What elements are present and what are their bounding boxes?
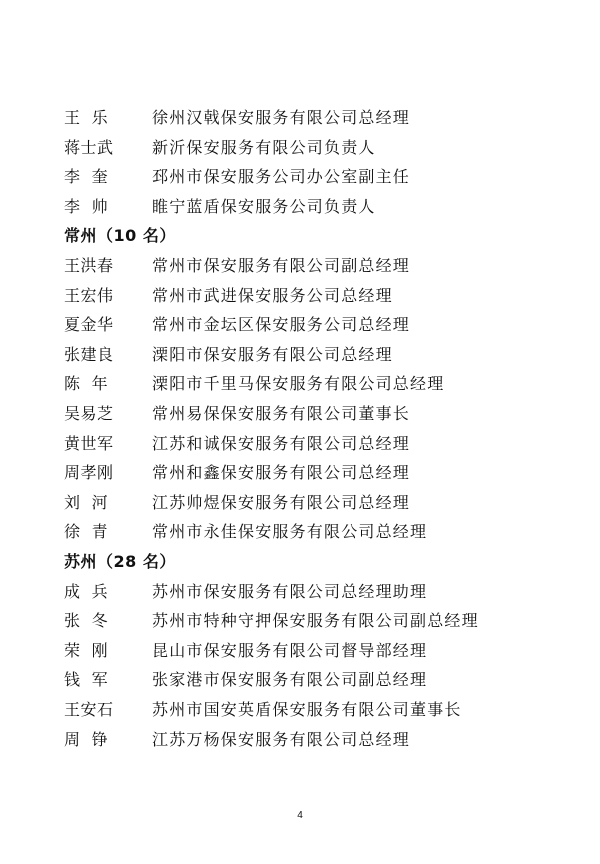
- person-name: 李 奎: [64, 166, 109, 186]
- person-title: 苏州市特种守押保安服务有限公司副总经理: [152, 610, 479, 630]
- person-title: 溧阳市千里马保安服务有限公司总经理: [152, 373, 445, 393]
- person-title: 昆山市保安服务有限公司督导部经理: [152, 640, 428, 660]
- person-name: 张 冬: [64, 610, 109, 630]
- person-name: 张建良: [64, 344, 114, 364]
- list-item: [64, 311, 410, 335]
- person-name: 王宏伟: [64, 285, 114, 305]
- person-name: 徐 青: [64, 521, 109, 541]
- person-title: 苏州市保安服务有限公司总经理助理: [152, 581, 428, 601]
- list-item: [64, 518, 427, 542]
- person-name: 蒋士武: [64, 137, 114, 157]
- person-name: 吴易芝: [64, 403, 114, 423]
- person-name: 夏金华: [64, 314, 114, 334]
- person-name: 钱 军: [64, 669, 109, 689]
- person-title: 常州易保保安服务有限公司董事长: [152, 403, 411, 423]
- person-title: 江苏帅煜保安服务有限公司总经理: [152, 492, 411, 512]
- person-name: 刘 河: [64, 492, 109, 512]
- list-item: [64, 666, 427, 690]
- person-name: 荣 刚: [64, 640, 109, 660]
- list-item: [64, 578, 427, 602]
- person-title: 常州市保安服务有限公司副总经理: [152, 255, 411, 275]
- section-heading: 苏州（28 名）: [64, 551, 176, 571]
- person-title: 新沂保安服务有限公司负责人: [152, 137, 376, 157]
- person-title: 苏州市国安英盾保安服务有限公司董事长: [152, 699, 462, 719]
- person-name: 李 帅: [64, 196, 109, 216]
- person-name: 成 兵: [64, 581, 109, 601]
- person-name: 黄世军: [64, 433, 114, 453]
- list-item: [64, 341, 393, 365]
- person-name: 王安石: [64, 699, 114, 719]
- person-name: 王 乐: [64, 107, 109, 127]
- list-item: [64, 163, 410, 187]
- person-title: 常州市武进保安服务公司总经理: [152, 285, 393, 305]
- list-item: [64, 370, 444, 394]
- list-item: [64, 430, 410, 454]
- person-title: 溧阳市保安服务有限公司总经理: [152, 344, 393, 364]
- list-item: [64, 459, 410, 483]
- person-title: 邳州市保安服务公司办公室副主任: [152, 166, 411, 186]
- person-name: 陈 年: [64, 373, 109, 393]
- person-title: 江苏万杨保安服务有限公司总经理: [152, 729, 411, 749]
- page-number: 4: [297, 810, 303, 821]
- person-title: 睢宁蓝盾保安服务公司负责人: [152, 196, 376, 216]
- person-title: 常州市金坛区保安服务公司总经理: [152, 314, 411, 334]
- person-title: 常州和鑫保安服务有限公司总经理: [152, 462, 411, 482]
- person-name: 周 铮: [64, 729, 109, 749]
- person-name: 王洪春: [64, 255, 114, 275]
- list-item: [64, 637, 427, 661]
- list-item: [64, 726, 410, 750]
- list-item: [64, 193, 376, 217]
- list-item: [64, 400, 410, 424]
- person-title: 张家港市保安服务有限公司副总经理: [152, 669, 428, 689]
- list-item: [64, 489, 410, 513]
- list-item: [64, 282, 393, 306]
- list-item: [64, 252, 410, 276]
- person-name: 周孝刚: [64, 462, 114, 482]
- list-item: [64, 104, 410, 128]
- person-title: 常州市永佳保安服务有限公司总经理: [152, 521, 428, 541]
- list-item: [64, 607, 479, 631]
- list-item: [64, 134, 376, 158]
- person-title: 江苏和诚保安服务有限公司总经理: [152, 433, 411, 453]
- section-heading: 常州（10 名）: [64, 225, 176, 245]
- person-title: 徐州汉戟保安服务有限公司总经理: [152, 107, 411, 127]
- list-item: [64, 696, 462, 720]
